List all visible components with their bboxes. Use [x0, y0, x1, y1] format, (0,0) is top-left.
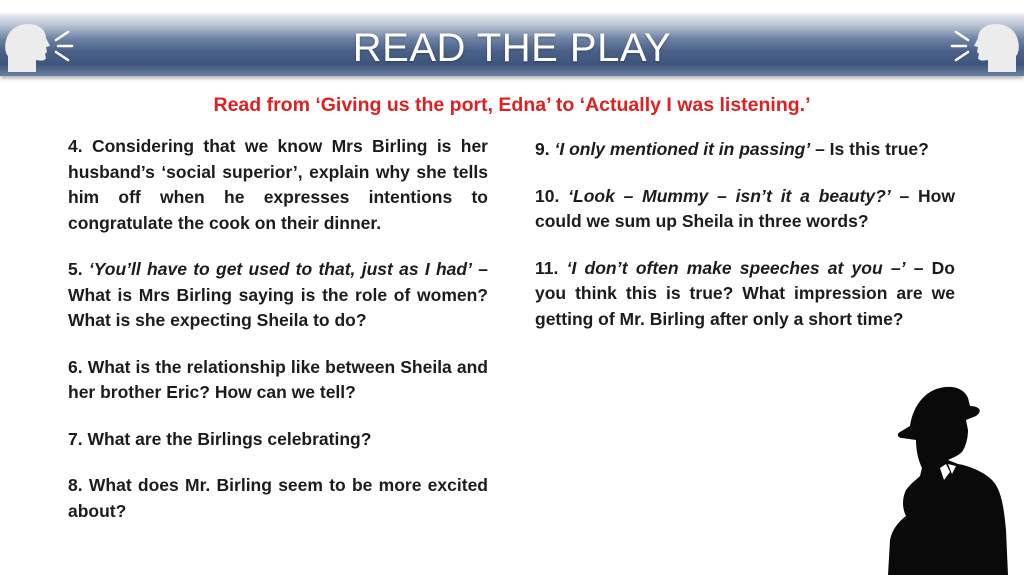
reading-instruction: Read from ‘Giving us the port, Edna’ to ‘Actually I was listening.’	[213, 94, 811, 116]
question-6: 6. What is the relationship like between Sheila and her brother Eric? How can we tell?	[68, 356, 488, 402]
man-in-hat-silhouette-icon	[888, 380, 1024, 575]
question-9: 9. ‘I only mentioned it in passing’ – Is this true?	[535, 139, 929, 159]
question-8: 8. What does Mr. Birling seem to be more excited about?	[68, 475, 488, 521]
questions-left-column	[68, 134, 488, 545]
question-11: 11. ‘I don’t often make speeches at you –’ – Do you think this is true? What impression are we getting of Mr. Birling after only a short time?	[535, 257, 955, 329]
question-10: 10. ‘Look – Mummy – isn’t it a beauty?’ – How could we sum up Sheila in three words?	[535, 185, 955, 231]
question-7: 7. What are the Birlings celebrating?	[68, 428, 372, 449]
page-title: READ THE PLAY	[352, 26, 672, 70]
question-5: 5. ‘You’ll have to get used to that, just as I had’ – What is Mrs Birling saying is the role of women? What is she expecting Sheila to do?	[68, 259, 488, 330]
question-4: 4. Considering that we know Mrs Birling is her husband’s ‘social superior’, explain why she tells him off when he expresses intentions to congratulate the cook on their dinner.	[68, 136, 488, 233]
questions-right-column	[535, 137, 955, 353]
